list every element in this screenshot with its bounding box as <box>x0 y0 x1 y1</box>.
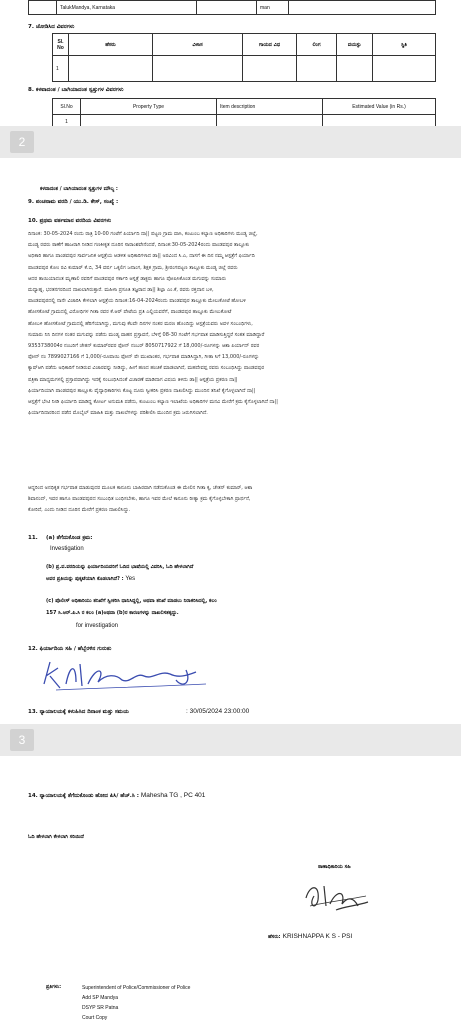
section-10-heading: 10. ಪ್ರಥಮ ವರ್ತಮಾನ ವರದಿಯ ವಿವರಗಳು <box>28 218 112 224</box>
section-11-number: 11. <box>28 535 38 541</box>
request-paragraph: ಆದ್ದರಿಂದ ಅನಧಿಕೃತ ಗರ್ಭಪಾತ ಮಾಡುವುದರ ಮೂಲಕ ಕಾನೂನು ಬಾಹಿರವಾಗಿ ನಡೆದುಕೊಂಡ ಈ ಮೇಲಿನ ಗೀತಾ ಕ್ಕ, ಚೇತನ್ ಕುಮಾರ್, ಆಶಾ ಶಿವಾನಂದ್, ಇವರ ಹಾಗೂ ಪಾಂಡವಪುರದ ಸಂಬಂಧಿತ ಬಂಧಿಸಬೇಕು, ಹಾಗೂ ಇವರ ಮೇಲೆ ಕಾನೂನು ರೀತ್ಯಾ ಕ್ರಮ ಕೈಗೊಳ್ಳಬೇಕಾಗಿ ಪ್ರಾರ್ಥನೆ, ಕೋರಿದೆ, ಎಂದು ನೀಡಿದ ದೂರಿನ ಮೇರೆಗೆ ಪ್ರಕರಣ ದಾಖಲಿಸಿದ್ದು. <box>28 485 253 514</box>
section-9-heading: 9. ಪಂಚನಾಮ ವರದಿ / ಯು.ಡಿ. ಕೇಸ್, ಸಂಖ್ಯೆ : <box>28 199 119 205</box>
complainant-signature <box>36 654 226 696</box>
officer-signature <box>296 876 376 916</box>
list-item: DSYP SR Patna <box>82 1005 119 1011</box>
refusal-reason-value: for investigation <box>76 623 119 629</box>
refusal-reason-line1: (c) ಪೊಲೀಸ್ ಅಧಿಕಾರಿಯು ತನಿಖೆಗೆ ಸ್ವೀಕರಿಸಿ ಧಾನಿಸಿದ್ದಲ್ಲಿ, ಅಥವಾ ತನಿಖೆ ಮಾಡಲು ನಿರಾಕರಿಸಿದಲ್ಲಿ, ಕಲಂ <box>46 598 217 604</box>
victims-table <box>52 33 436 82</box>
col-gender: ಲಿಂಗ <box>297 34 337 56</box>
property-value-heading: ಕಳವಾದಂತ / ಬಾಗಿಯಾದಂತ ಸ್ವತ್ತುಗಳ ಮೌಲ್ಯ : <box>40 186 118 192</box>
list-item: Court Copy <box>82 1015 108 1021</box>
col-age: ವಯಸ್ಸು <box>337 34 373 56</box>
col-estimated-value: Estimated Value (in Rs.) <box>323 99 436 115</box>
sent-to-court-datetime: : 30/05/2024 23:00:00 <box>186 708 250 715</box>
page-separator <box>0 126 461 158</box>
section-8-heading: 8. ಕಳವಾದಂತ / ಬಾಗಿಯಾದಂತ ಸ್ವತ್ತುಗಳ ವಿವರಗಳು <box>28 87 124 93</box>
copy-given-value: Yes <box>125 576 136 582</box>
man-cell: man <box>257 1 289 15</box>
copies-list <box>82 983 190 1023</box>
col-property-type: Property Type <box>81 99 217 115</box>
table-row: 1 <box>53 56 436 82</box>
col-injury-type: ಗಾಯದ ವಿಧ <box>243 34 297 56</box>
page-separator <box>0 724 461 756</box>
copies-label: ಪ್ರತಿಗಳು: <box>46 984 62 990</box>
read-over-statement: ಓದಿ ಹೇಳಲಾಗಿ ಕೇಳಲಾಗಿ ಸರಿಯಿದೆ <box>28 834 84 840</box>
document-page-3 <box>0 756 461 1024</box>
section-7-heading: 7. ಜೋಡಿಸಿದ ವಿವರಗಳು <box>28 24 75 30</box>
section-12-heading: 12. ಫಿರ್ಯಾದಿಯ ಸಹಿ / ಹೆಬ್ಬೆರಳಿನ ಗುರುತು <box>28 646 112 652</box>
action-taken-value: Investigation <box>50 546 84 552</box>
col-sl-no: Sl.No <box>53 99 81 115</box>
escort-constable: Mahesha TG , PC 401 <box>140 792 206 799</box>
document-page-2 <box>0 158 461 724</box>
fir-read-over-line2: ಅವರ ಪ್ರತಿಯನ್ನು ಪುಕ್ಕಟೆಯಾಗಿ ಕೊಡಲಾಗಿದೆ? : Yes <box>46 576 136 582</box>
fir-read-over-line1: (b) ಪ್ರ.ವ.ವರದಿಯನ್ನು ಫಿರ್ಯಾದಿಯವರಿಗೆ ಓದಿದ ಭಾಷೆಯಲ್ಲಿ ವಿವರಿಸಿ, ಓದಿ ಹೇಳಲಾಗಿದೆ <box>46 564 194 570</box>
station-officer-title: ಠಾಣಾಧಿಕಾರಿಯ ಸಹಿ <box>318 864 351 870</box>
section-14-heading: 14. ನ್ಯಾಯಾಲಯಕ್ಕೆ ತೆಗೆದುಕೊಂಡು ಹೋದ ಪಿಸಿ/ ಹೆಚ್.ಸಿ : Mahesha TG , PC 401 <box>28 792 206 799</box>
action-taken-label: (a) ತೆಗೆದುಕೊಂಡ ಕ್ರಮ: <box>46 535 93 541</box>
col-name: ಹೆಸರು <box>69 34 153 56</box>
fir-details-paragraph: ದಿನಾಂಕ: 30-05-2024 ರಂದು ರಾತ್ರಿ 10-00 ಗಂಟೆಗೆ ಪಿರ್ಯಾದಿ ದಾ|| ಪಟ್ಟಣ ಗ್ರಾಮ ವಾಸಿ, ಕಂಟುಂಬ ಕಲ್ಯಾಣ ಅಧಿಕಾರಿಗಳು ಮಂಡ್ಯ ಜಿಲ್ಲೆ, ಮಂಡ್ಯ ರವರು ಠಾಣೆಗೆ ಹಾಜರಾಗಿ ನೀಡಿದ ಗಣಕೀಕೃತ ದೂರಿನ ಸಾರಾಂಶವೇನೆಂದರೆ, ದಿನಾಂಕ:30-05-2024ರಂದು ಪಾಂಡವಪುರ ತಾಲ್ಲೂಕು ಅಧಿಕಾರಿ ಹಾಗೂ ಪಾಂಡವಪುರ ಸಾರ್ವಜನಿಕ ಆಸ್ಪತ್ರೆಯ ಆಡಳಿತ ಅಧಿಕಾರಿಗಳಾದ ಡಾ|| ಅರವಿಂದ ಸಿ.ಎ, ದಾಸಗೆ ಈ ದಿನ ನಮ್ಮ ಆಸ್ಪತ್ರೆಗೆ ಫಿರ್ಯಾದಿ ಪಾಂಡವಪುರ ಕೋಂ ರವಿ ಕುಮಾರ್ ಕೆ.ಬಿ, 34 ವರ್ಷ ಒಕ್ಕಲಿಗ ಜನಾಂಗ, ಶಿಕ್ಷಕ ಗ್ರಾಮ, ಶ್ರೀರಂಗಪಟ್ಟಣ ತಾಲ್ಲೂಕು ಮಂಡ್ಯ ಜಿಲ್ಲೆ ರವರು ಆದರ ತಾಯಿಯಾದಂತ ಮೃಣಾಲಿ ರವರಿಗೆ ಪಾಂಡವಪುರ ಸರ್ಕಾರಿ ಆಸ್ಪತ್ರೆ ಡಾಕ್ಟರು ಹಾಗೂ ಪೋಷಿಸಿಕೊಂಡ ಮಗುವನ್ನು ಸುಮಾರು ಮಧ್ಯಾಹ್ನ, ಭರತನಗರದಿಂದ ದಾಖಲಾಗಿರುತ್ತಾರೆ. ಮಹಿಳಾ ಪ್ರಸೂತಿ ತಜ್ಞರಾದ ಡಾ|| ಶಿಲ್ಪಾ ಎಂ.ಕೆ, ರವರು ರಕ್ತದಾನ ಬಳಿ, ಪಾಂಡವಪುರದಲ್ಲಿ ನಾನೇ ವಿಚಾರಿಸಿ ಕೇಳಲಾಗಿ ಆಸ್ಪತ್ರೆಯ ದಿನಾಂಕ:16-04-2024ರಂದು ಪಾಂಡವಪುರ ತಾಲ್ಲೂಕು ಮೇಲುಕೋಟೆ ಹೋಬಳಿ ಹೋಸಕೋಟೆ ಗ್ರಾಮದಲ್ಲಿ ವಿರೋಧಿಗಳ ಗೀತಾ ರವರ ಕೆ.ಆರ್ ಪೇಟೆಯ ಪ್ರತಿ ಎಲ್ಲಿಯವರೆಗೆ, ಪಾಂಡವಪುರ ತಾಲ್ಲೂಕು ಮೇಲುಕೋಟೆ ಹೋಬಳಿ ಹೋಸಕೋಟೆ ಗ್ರಾಮದಲ್ಲಿ ಹೆರಿಗೆಯಾಗಿದ್ದು, ಮಗುವು ಕೆಲವೇ ದಿನಗಳ ನಂತರ ಮರಣ ಹೊಂದಿದ್ದು ಆಸ್ಪತ್ರೆಯವರು ಅವಳ ಸಂಬಂಧಿಗಳು, ಸುಮಾರು ನಿನಿ ದಿನಗಳ ನಂತರ ಮಗುವನ್ನು ಪಡೆದು ಮಂಡ್ಯ ವಾಹನ ಪ್ರಸ್ತಾವನೆ, ಬೆಳಿಗ್ಗೆ 08-30 ಗಂಟೆಗೆ ಗರ್ಭಪಾತ ಮಾಡಿಸುತ್ತಿದ್ದರೆ ಸಂತತ ಮಾಡಿದ್ದಾರೆ 9353738004ರ ನಂಬರಿಗೆ ಚೇತನ್ ಕುಮಾರ್‌ರವರ ಫೋನ್ ನಂಬರ್ 8050717922 ಗೆ 18,000/-ರೂಗಳನ್ನು ಆಶಾ ಪಿರ್ಯಾದ್ ರವರ ಫೋನ್ ನಂ 7899027166 ಗೆ 1,000/-ರೂಪಾಯಿ ಫೋನ್ ಪೇ ಮುಖಾಂತರ, ಗರ್ಭಪಾತ ಮಾಡಿಸಿದ್ದಾಗಿ, ಗೀತಾ ಸಿಗೆ 13,000/-ರೂಗಳನ್ನು ಕ್ಯಾಷ್‌ಆಗಿ ಪಡೆದು ಅಧಿಕಾರಿಗೆ ನೀಡಿರುವ ವಿಚಾರವನ್ನು ನೀಡಿದ್ದು, ಹೀಗೆ ಹಣದ ಹಂಚಿಕೆ ಮಾಡಲಾಗಿದೆ, ಮಹದೇವಪ್ಪ ರವರು ಸಂಬಂಧಿಸಿದ್ದು ಪಾಂಡವಪುರ ಪತ್ರಿಕಾ ಮಾಧ್ಯಮಗಳಲ್ಲಿ ಪ್ರಸ್ತಾಪವಾಗಿದ್ದು ಇದಕ್ಕೆ ಸಂಬಂಧಿಸಿದಂತೆ ವಿಚಾರಣೆ ಮಾಡಿದಾಗ ವಿಷಯ ತಿಳಿದು ಡಾ|| ಆಸ್ಪತ್ರೆಯ ಪ್ರಕರಣ ದಾ|| ಫಿರ್ಯಾದಿಯಾಗಿ ಪಾಂಡವಪುರ ತಾಲ್ಲೂಕು ವೈದ್ಯಾಧಿಕಾರಿಗಳು ಕೊಟ್ಟ ದೂರು ಸ್ವೀಕರಿಸಿ ಪ್ರಕರಣ ದಾಖಲಿಸಿದ್ದು ಮುಂದಿನ ತನಿಖೆ ಕೈಗೊಳ್ಳಲಾಗಿದೆ ದಾ|| ಆಸ್ಪತ್ರೆಗೆ ಭೇಟಿ ನೀಡಿ ಫಿರ್ಯಾದಿ ಮಾಡಿದ್ದ ಕೋರ್ಟ ಅನುಮತಿ ಪಡೆದು, ಕುಂಟುಂಬ ಕಲ್ಯಾಣ ಇಲಾಖೆಯ ಅಧಿಕಾರಿಗಳ ಮನವಿ ಮೇರೆಗೆ ಕ್ರಮ ಕೈಗೊಳ್ಳಲಾಗಿದೆ ದಾ|| ಫಿರ್ಯಾದಿದಾರರಿಂದ ಪಡೆದ ಮೊಬೈಲ್ ಮಾಹಿತಿ ಮತ್ತು ದಾಖಲೆಗಳನ್ನು ಪರಿಶೀಲಿಸಿ ಮುಂದಿನ ಕ್ರಮ ಜರುಗಿಸಲಾಗಿದೆ. <box>28 231 278 417</box>
refusal-reason-line2: 157 ಸಿ.ಆರ್.ಪಿ.ಸಿ ರ ಕಲಂ (a)ಅಥವಾ (b)ರ ಕಾರಣಗಳನ್ನು ದಾಖಲಿಸತಕ್ಕದ್ದು. <box>46 610 179 616</box>
col-sl-no: Sl. No <box>53 34 69 56</box>
address-cell: TalukMandya, Karnataka <box>57 1 197 15</box>
property-table <box>52 98 436 129</box>
col-address: ವಿಳಾಸ <box>153 34 243 56</box>
list-item: Superintendent of Police/Commissioner of Police <box>82 985 191 991</box>
page-number-badge: 2 <box>10 131 34 153</box>
page-number-badge: 3 <box>10 729 34 751</box>
document-page-1-fragment <box>0 0 461 126</box>
col-item-description: Item description <box>217 99 323 115</box>
table-row: 1 <box>53 115 436 129</box>
officer-name: ಹೆಸರು: KRISHNAPPA K S - PSI <box>268 933 353 940</box>
section-13-heading: 13. ನ್ಯಾಯಾಲಯಕ್ಕೆ ಕಳುಹಿಸಿದ ದಿನಾಂಕ ಮತ್ತು ಸಮಯ <box>28 709 129 715</box>
accused-table-fragment <box>28 0 436 15</box>
list-item: Add SP Mandya <box>82 995 119 1001</box>
col-status: ಸ್ಥಿತಿ <box>373 34 436 56</box>
